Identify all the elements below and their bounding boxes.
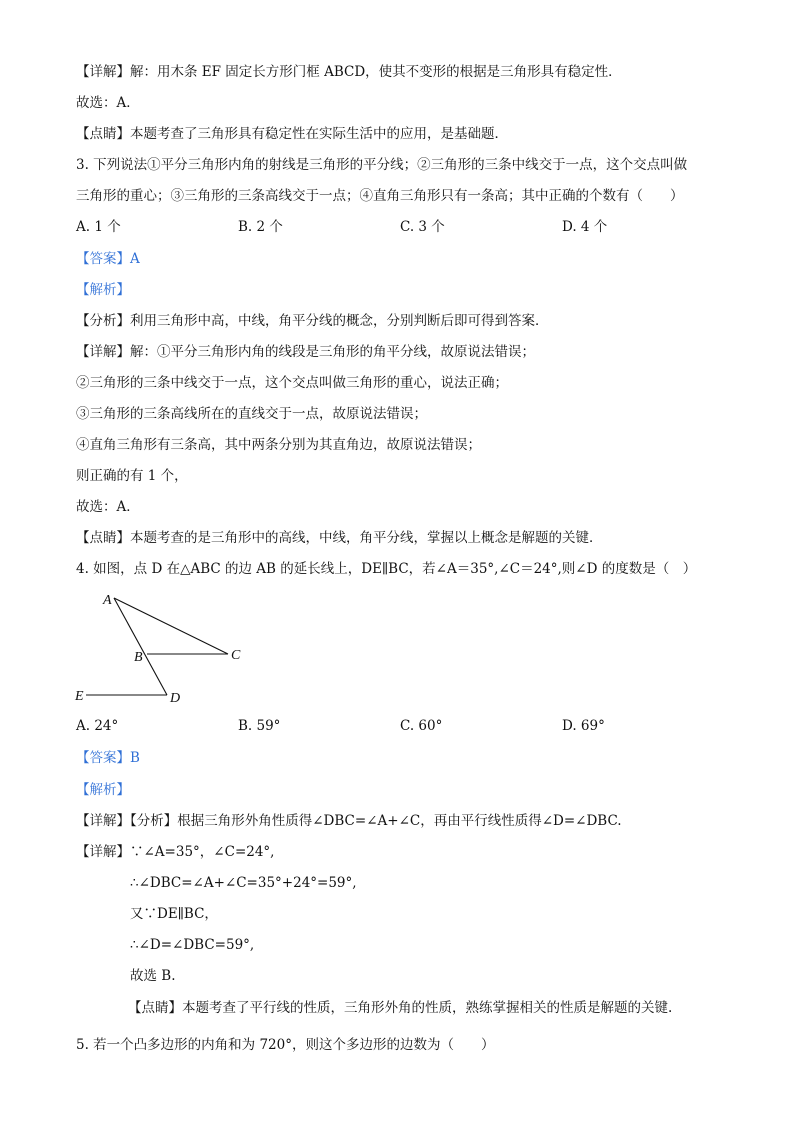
q2-comment: 【点睛】本题考查了三角形具有稳定性在实际生活中的应用，是基础题． (76, 126, 508, 142)
triangle-figure (70, 588, 260, 708)
q4-option-c: C. 60° (400, 718, 443, 734)
q3-detail-6: 故选：A． (76, 499, 140, 515)
q4-analysis-heading: 【解析】 (76, 782, 130, 798)
label-a: A (103, 593, 112, 608)
q3-detail-2: ②三角形的三条中线交于一点，这个交点叫做三角形的重心，说法正确； (76, 375, 508, 391)
q3-detail-1: 【详解】解：①平分三角形内角的线段是三角形的角平分线，故原说法错误； (76, 344, 535, 360)
q2-choice: 故选：A． (76, 95, 140, 111)
label-d: D (170, 691, 181, 706)
q3-analysis: 【分析】利用三角形中高，中线，角平分线的概念，分别判断后即可得到答案． (76, 313, 549, 329)
q4-option-a: A. 24° (76, 718, 119, 734)
q2-detail: 【详解】解：用木条 EF 固定长方形门框 ABCD，使其不变形的根据是三角形具有稳定性． (76, 64, 622, 80)
q3-option-c: C. 3 个 (400, 219, 445, 235)
q4-comment: 【点睛】本题考查了平行线的性质，三角形外角的性质，熟练掌握相关的性质是解题的关键. (128, 1000, 673, 1016)
q3-option-a: A. 1 个 (76, 219, 121, 235)
label-c: C (231, 648, 241, 663)
q4-detail-1: 【详解】∵∠A=35°，∠C=24°, (76, 844, 275, 860)
q3-answer: 【答案】A (76, 251, 140, 267)
q4-answer: 【答案】B (76, 750, 140, 766)
q4-option-d: D. 69° (562, 718, 605, 734)
q3-analysis-heading: 【解析】 (76, 282, 130, 298)
q4-stem: 4. 如图，点 D 在△ABC 的边 AB 的延长线上，DE∥BC，若∠A＝35°,∠C＝24°,则∠D 的度数是（ ） (76, 561, 697, 577)
q5-stem: 5. 若一个凸多边形的内角和为 720°，则这个多边形的边数为（ ） (76, 1037, 495, 1053)
segment-ac (114, 598, 228, 654)
q3-stem-line1: 3. 下列说法①平分三角形内角的射线是三角形的平分线；②三角形的三条中线交于一点，这个交点叫做 (76, 157, 688, 173)
q3-detail-5: 则正确的有 1 个， (76, 468, 188, 484)
label-b: B (134, 650, 143, 665)
segment-ad (114, 598, 167, 695)
label-e: E (75, 689, 84, 704)
q4-detail-5: 故选 B. (130, 968, 176, 984)
q3-stem-line2: 三角形的重心；③三角形的三条高线交于一点；④直角三角形只有一条高；其中正确的个数有（ ） (76, 188, 684, 204)
q4-analysis: 【详解】【分析】根据三角形外角性质得∠DBC=∠A+∠C，再由平行线性质得∠D=∠DBC. (76, 813, 622, 829)
q3-detail-4: ④直角三角形有三条高，其中两条分别为其直角边，故原说法错误； (76, 437, 481, 453)
q4-detail-3: 又∵DE∥BC， (130, 906, 218, 922)
q3-option-b: B. 2 个 (238, 219, 283, 235)
q3-comment: 【点睛】本题考查的是三角形中的高线，中线，角平分线，掌握以上概念是解题的关键． (76, 530, 603, 546)
q4-option-b: B. 59° (238, 718, 281, 734)
q4-detail-2: ∴∠DBC=∠A+∠C=35°+24°=59°, (130, 875, 357, 891)
q4-detail-4: ∴∠D=∠DBC=59°, (130, 937, 255, 953)
q3-detail-3: ③三角形的三条高线所在的直线交于一点，故原说法错误； (76, 406, 427, 422)
q3-option-d: D. 4 个 (562, 219, 608, 235)
